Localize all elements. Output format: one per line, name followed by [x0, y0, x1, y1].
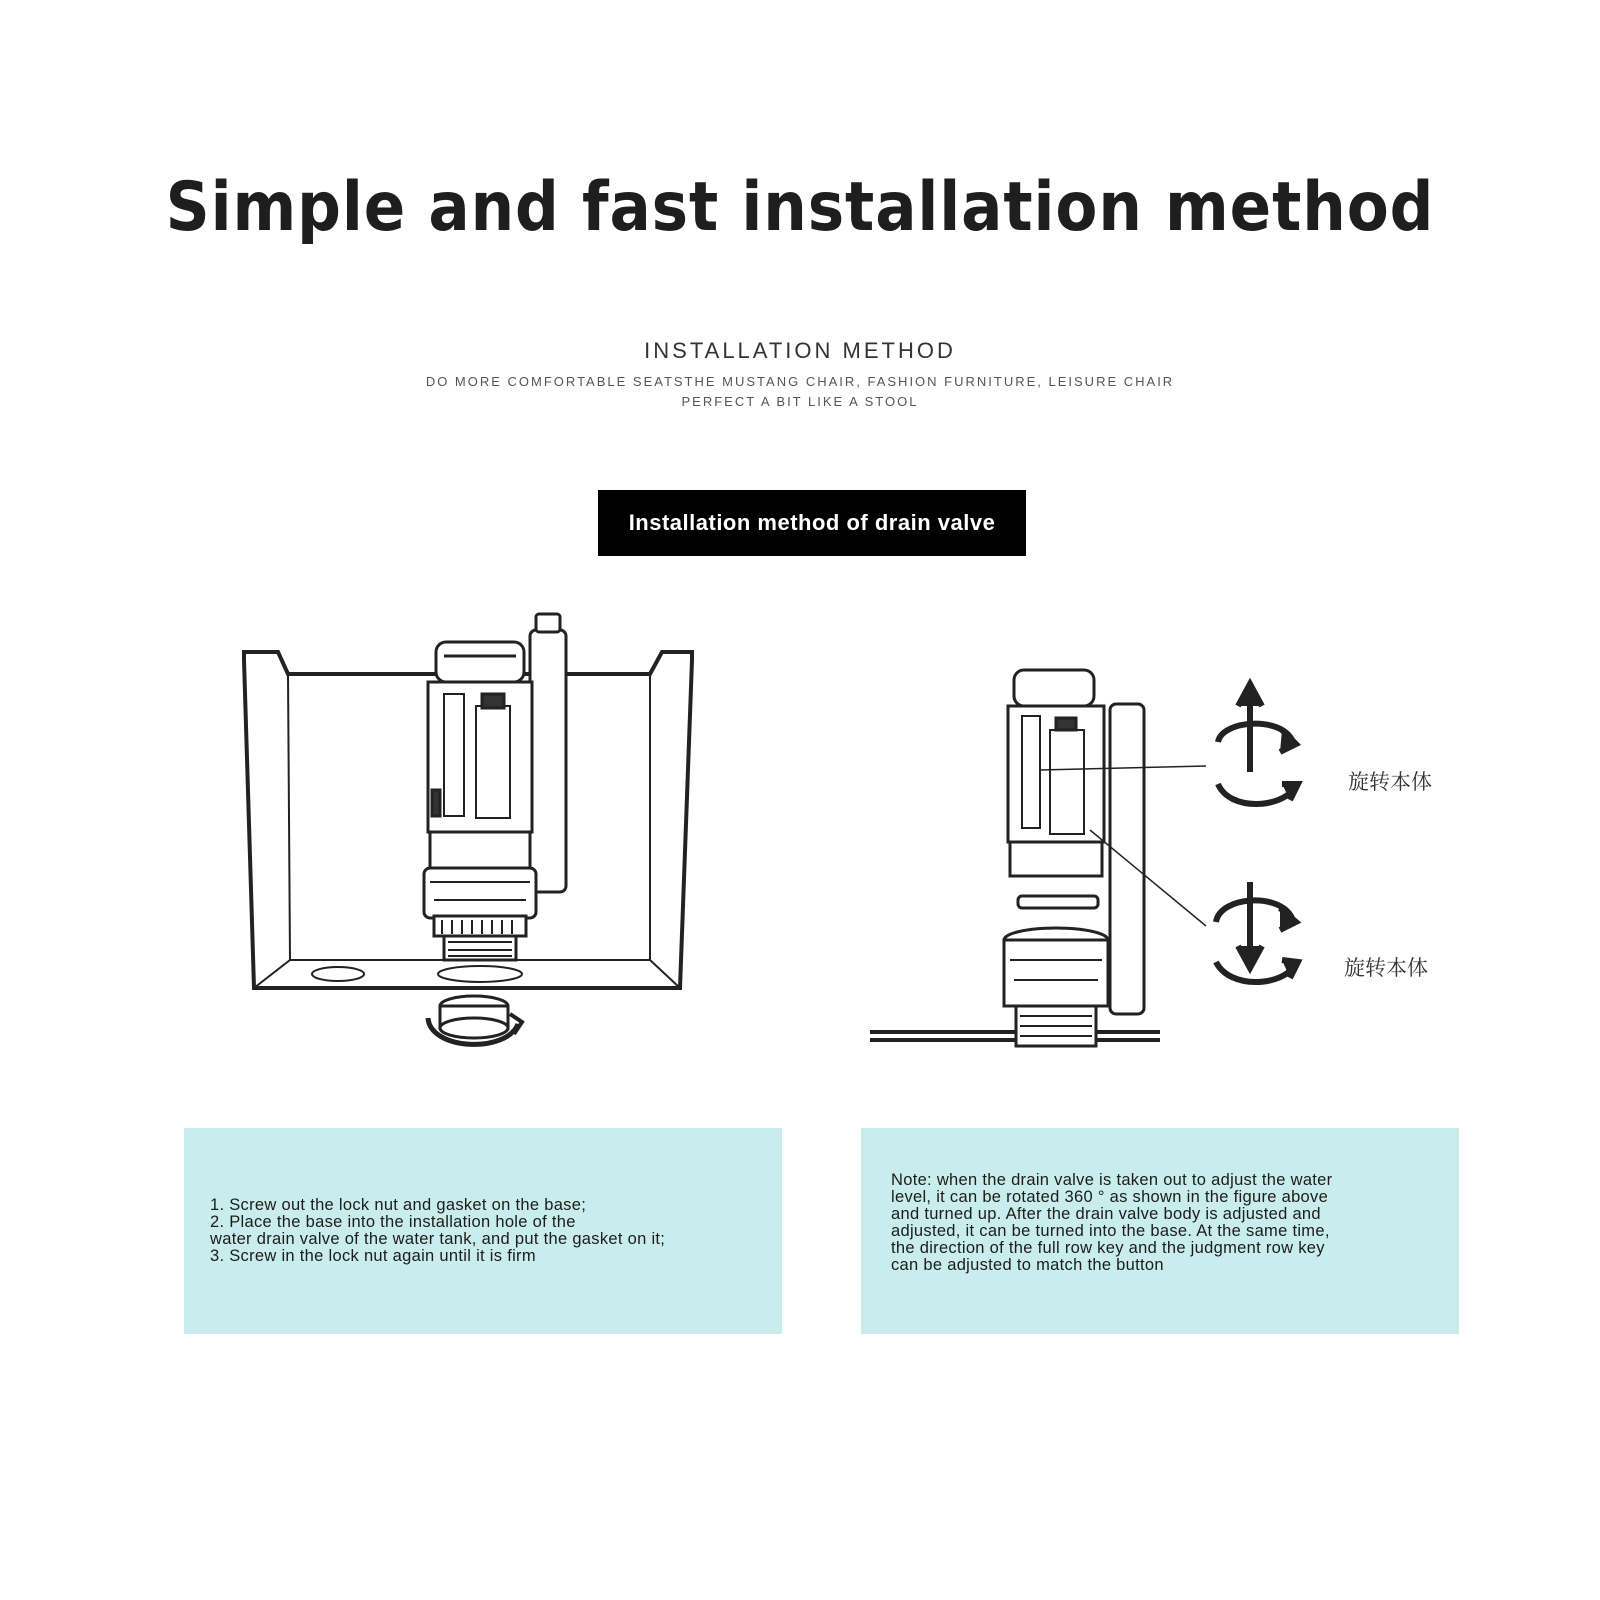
note-line: Note: when the drain valve is taken out to adjust the water [891, 1171, 1333, 1189]
section-tagline-line-1: DO MORE COMFORTABLE SEATSTHE MUSTANG CHAIR, FASHION FURNITURE, LEISURE CHAIR [425, 374, 1175, 389]
drain-valve-label-box [598, 490, 1026, 556]
tank-installation-diagram [230, 610, 720, 1080]
note-line: the direction of the full row key and the judgment row key [891, 1239, 1325, 1257]
installation-steps-list [210, 1197, 665, 1265]
adjustment-note-text [891, 1172, 1332, 1274]
raised-valve-body [1008, 670, 1104, 908]
overflow-tube [530, 630, 566, 892]
valve-rotation-diagram [870, 660, 1450, 1090]
step-line: 2. Place the base into the installation hole of the [210, 1213, 576, 1231]
step-line: water drain valve of the water tank, and put the gasket on it; [210, 1230, 666, 1248]
drain-valve-label-text: Installation method of drain valve [628, 510, 996, 535]
adjustment-note-panel [861, 1128, 1459, 1334]
note-line: adjusted, it can be turned into the base. At the same time, [891, 1222, 1330, 1240]
rotate-up-icon [1218, 684, 1298, 804]
section-heading: INSTALLATION METHOD [644, 338, 956, 363]
drain-valve-body [424, 642, 536, 960]
note-line: can be adjusted to match the button [891, 1256, 1164, 1274]
rotate-body-label-lower: 旋转本体 [1344, 956, 1428, 980]
note-line: level, it can be rotated 360 ° as shown in the figure above [891, 1188, 1329, 1206]
page-title: Simple and fast installation method [165, 168, 1435, 247]
step-line: 3. Screw in the lock nut again until it is firm [210, 1247, 536, 1265]
lock-nut [440, 996, 508, 1038]
note-line: and turned up. After the drain valve body is adjusted and [891, 1205, 1321, 1223]
rotate-body-label-upper: 旋转本体 [1348, 770, 1432, 794]
rotate-down-icon [1216, 882, 1298, 982]
section-tagline-line-2: PERFECT A BIT LIKE A STOOL [681, 394, 919, 409]
installation-steps-panel [184, 1128, 782, 1334]
valve-base [1004, 928, 1108, 1046]
step-line: 1. Screw out the lock nut and gasket on the base; [210, 1196, 587, 1214]
